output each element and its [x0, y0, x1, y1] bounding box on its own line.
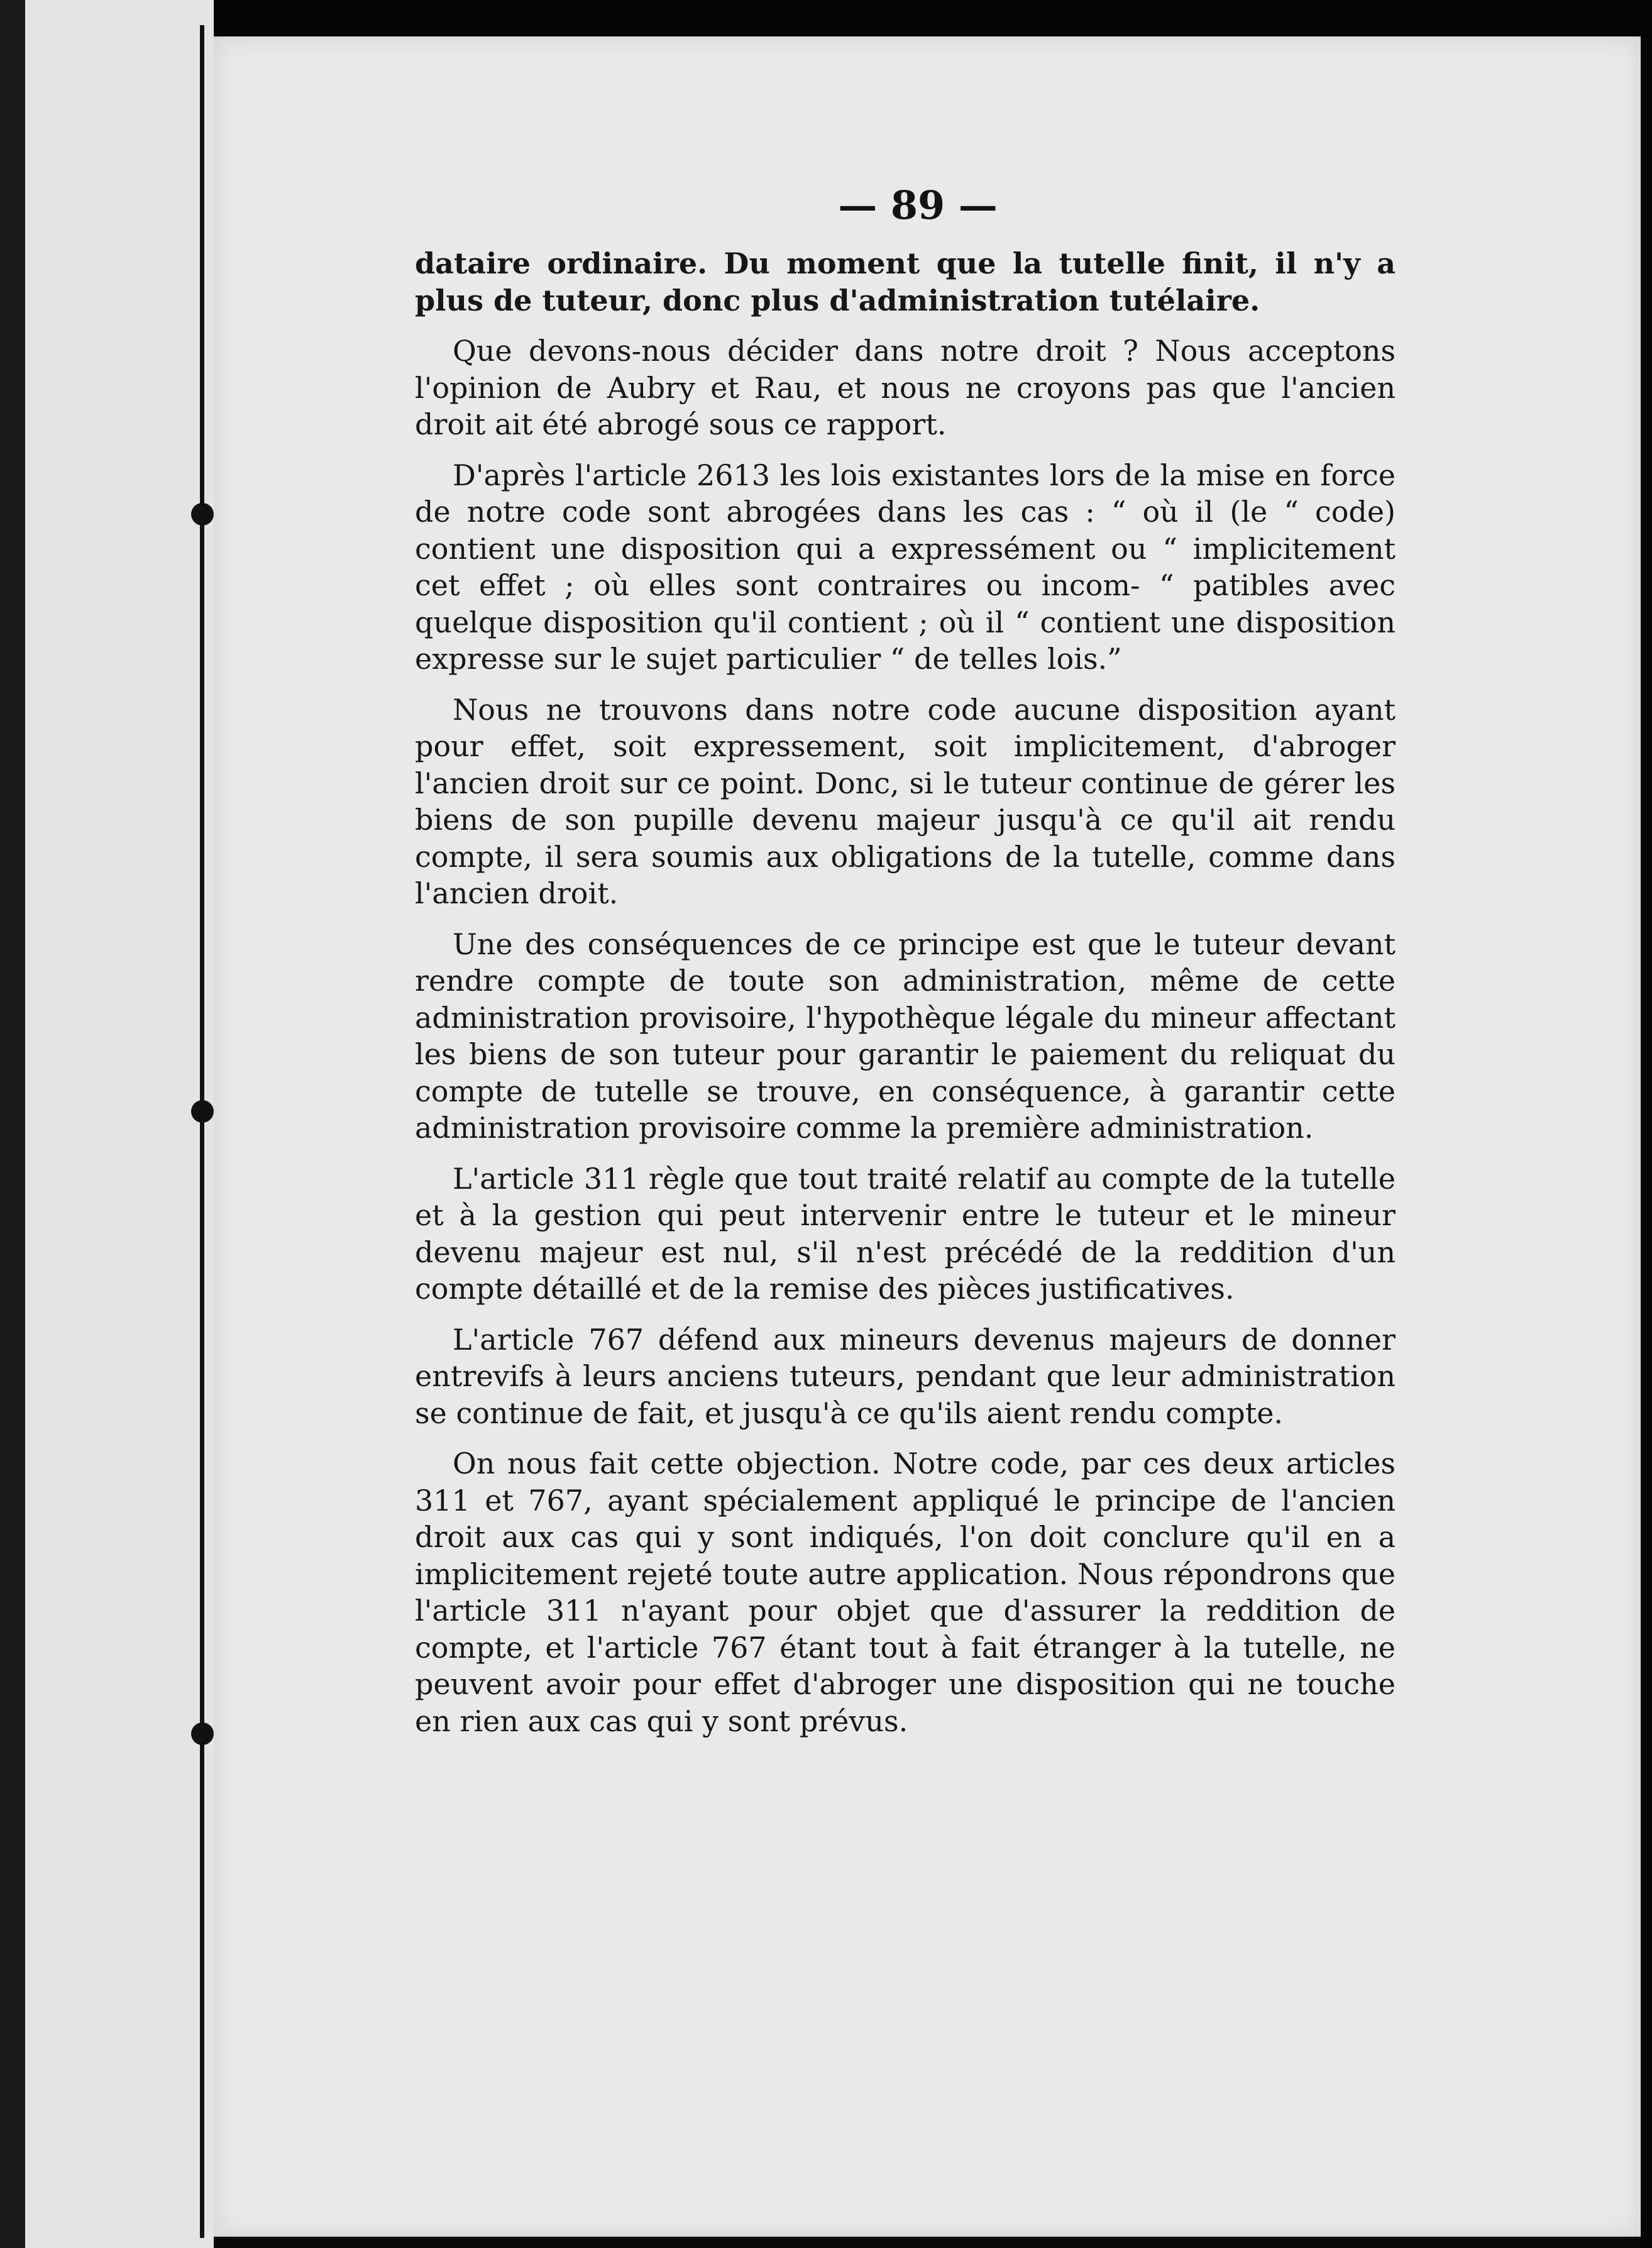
paragraph: Nous ne trouvons dans notre code aucune disposition ayant pour effet, soit expressement, soit implicitement, d'abroger l'ancien droit sur ce point. Donc, si le tuteur continue de gérer les biens de son pupille devenu majeur jusqu'à ce qu'il ait rendu compte, il sera soumis aux obligations de la tutelle, comme dans l'ancien droit.: [415, 692, 1396, 910]
paragraph: Que devons-nous décider dans notre droit ? Nous acceptons l'opinion de Aubry et Rau, et nous ne croyons pas que l'ancien droit ait été abrogé sous ce rapport.: [415, 334, 1396, 441]
paragraph: D'après l'article 2613 les lois existantes lors de la mise en force de notre code sont abrogées dans les cas : “ où il (le “ code) contient une disposition qui a expressément ou “ implicitement cet effet ; où elles sont contraires ou incom- “ patibles avec quelque disposition qu'il contient ; où il “ contient une disposition expresse sur le sujet particulier “ de telles lois.”: [415, 458, 1396, 676]
page-number: — 89 —: [838, 182, 998, 228]
facing-page-edge: [0, 0, 214, 2248]
paragraph: L'article 311 règle que tout traité relatif au compte de la tutelle et à la gestion qui peut intervenir entre le tuteur et le mineur devenu majeur est nul, s'il n'est précédé de la reddition d'un compte détaillé et de la remise des pièces justificatives.: [415, 1161, 1396, 1306]
binding-knot-icon: [191, 503, 214, 526]
paragraph: Une des conséquences de ce principe est que le tuteur devant rendre compte de toute son administration, même de cette administration provisoire, l'hypothèque légale du mineur affectant les biens de son tuteur pour garantir le paiement du reliquat du compte de tutelle se trouve, en conséquence, à garantir cette administration provisoire comme la première administration.: [415, 927, 1396, 1145]
scan-left-border: [0, 0, 25, 2248]
paragraph: L'article 767 défend aux mineurs devenus majeurs de donner entrevifs à leurs anciens tuteurs, pendant que leur administration se continue de fait, et jusqu'à ce qu'ils aient rendu compte.: [415, 1322, 1396, 1430]
binding-knot-icon: [191, 1722, 214, 1745]
scan-right-border: [1641, 0, 1652, 2248]
paragraph: dataire ordinaire. Du moment que la tutelle finit, il n'y a plus de tuteur, donc plus d'administration tutélaire.: [415, 246, 1396, 317]
binding-thread: [182, 25, 220, 2238]
binding-knot-icon: [191, 1100, 214, 1123]
body-text: [415, 245, 1396, 1753]
binding-thread-line: [200, 25, 204, 2238]
scan-top-border: [0, 0, 1652, 36]
paragraph: On nous fait cette objection. Notre code, par ces deux articles 311 et 767, ayant spécialement appliqué le principe de l'ancien droit aux cas qui y sont indiqués, l'on doit conclure qu'il en a implicitement rejeté toute autre application. Nous répondrons que l'article 311 n'ayant pour objet que d'assurer la reddition de compte, et l'article 767 étant tout à fait étranger à la tutelle, ne peuvent avoir pour effet d'abroger une disposition qui ne touche en rien aux cas qui y sont prévus.: [415, 1446, 1396, 1738]
